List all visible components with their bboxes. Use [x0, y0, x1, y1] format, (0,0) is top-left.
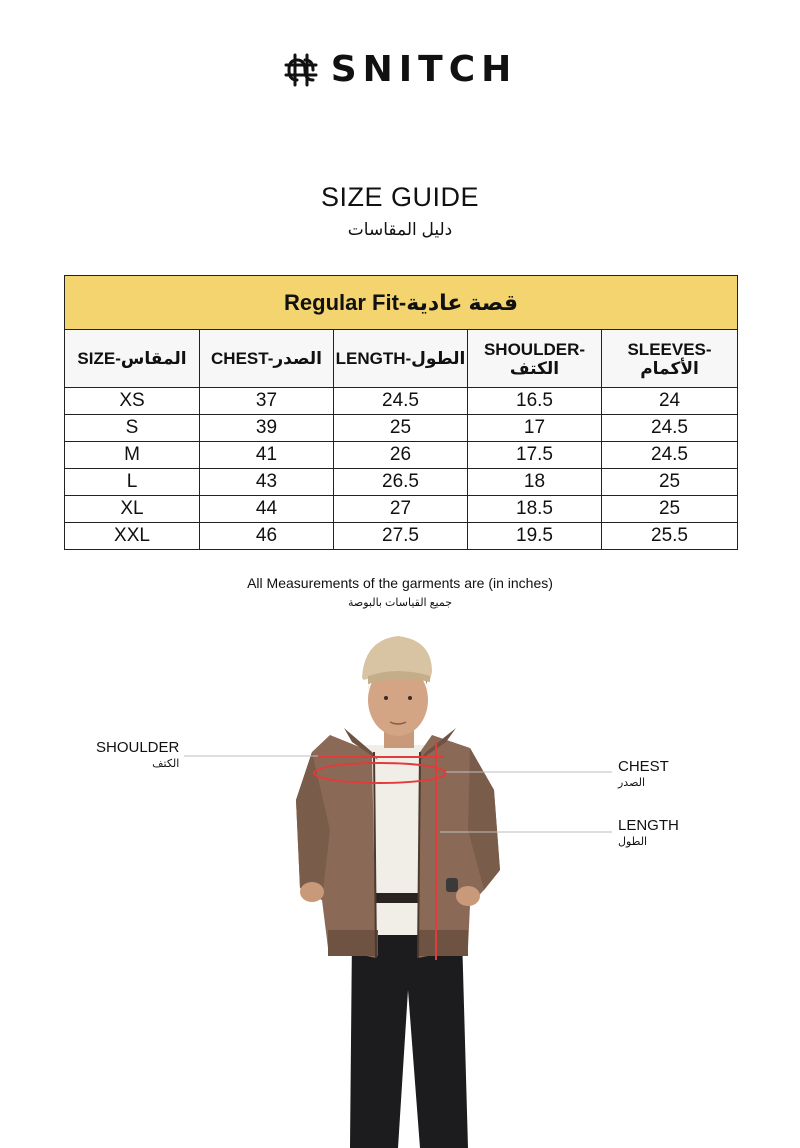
table-row [65, 388, 738, 415]
measurement-note: All Measurements of the garments are (in inches) [247, 575, 553, 591]
callout-chest [618, 758, 669, 792]
model-illustration [0, 630, 800, 1148]
table-cell: 24 [602, 388, 738, 415]
table-cell: 25.5 [602, 523, 738, 550]
table-cell: 19.5 [468, 523, 602, 550]
callout-chest-label: CHEST [618, 758, 669, 775]
table-cell: 18.5 [468, 496, 602, 523]
table-cell: 26 [334, 442, 468, 469]
callout-shoulder [96, 739, 179, 773]
column-header-shoulder: SHOULDER- الكتف [468, 330, 602, 388]
jacket-waistband [418, 930, 468, 956]
snitch-logo-icon [283, 52, 319, 88]
column-header-chest: CHEST-الصدر [200, 330, 334, 388]
measurement-note-arabic: جميع القياسات بالبوصة [347, 597, 453, 609]
callout-chest-label-arabic: الصدر [618, 777, 646, 789]
header-row [65, 330, 738, 388]
left-hand [300, 882, 324, 902]
table-row [65, 469, 738, 496]
column-header-size: SIZE-المقاس [65, 330, 200, 388]
table-cell: 27 [334, 496, 468, 523]
table-cell: L [65, 469, 200, 496]
callout-length [618, 817, 679, 851]
table-cell: 24.5 [602, 415, 738, 442]
table-row [65, 496, 738, 523]
table-row [65, 523, 738, 550]
watch-icon [446, 878, 458, 892]
size-table [64, 275, 738, 550]
table-cell: XXL [65, 523, 200, 550]
callout-shoulder-label: SHOULDER [96, 739, 180, 756]
callout-shoulder-label-arabic: الكتف [152, 758, 180, 770]
table-cell: M [65, 442, 200, 469]
brand-name: SNITCH [330, 49, 518, 90]
table-cell: 24.5 [602, 442, 738, 469]
table-cell: 44 [200, 496, 334, 523]
table-cell: 17 [468, 415, 602, 442]
trousers [350, 935, 468, 1148]
table-cell: 26.5 [334, 469, 468, 496]
table-cell: 25 [602, 469, 738, 496]
brand-header [0, 49, 800, 90]
table-row [65, 442, 738, 469]
table-cell: XL [65, 496, 200, 523]
table-cell: 43 [200, 469, 334, 496]
table-cell: 39 [200, 415, 334, 442]
callout-length-label: LENGTH [618, 817, 679, 834]
column-header-length: LENGTH-الطول [334, 330, 468, 388]
table-cell: 41 [200, 442, 334, 469]
page-title-arabic: دليل المقاسات [347, 220, 453, 239]
table-cell: 25 [602, 496, 738, 523]
table-cell: XS [65, 388, 200, 415]
table-cell: 46 [200, 523, 334, 550]
table-cell: 24.5 [334, 388, 468, 415]
table-cell: 27.5 [334, 523, 468, 550]
table-row [65, 415, 738, 442]
callout-length-label-arabic: الطول [618, 836, 648, 848]
column-header-sleeves: SLEEVES- الأكمام [602, 330, 738, 388]
table-cell: 25 [334, 415, 468, 442]
table-cell: 16.5 [468, 388, 602, 415]
fit-label: Regular Fit-قصة عادية [65, 276, 738, 330]
table-cell: 37 [200, 388, 334, 415]
table-cell: 18 [468, 469, 602, 496]
page-title: SIZE GUIDE [320, 182, 480, 212]
table-cell: 17.5 [468, 442, 602, 469]
right-hand [456, 886, 480, 906]
jacket-waistband [328, 930, 378, 956]
table-cell: S [65, 415, 200, 442]
